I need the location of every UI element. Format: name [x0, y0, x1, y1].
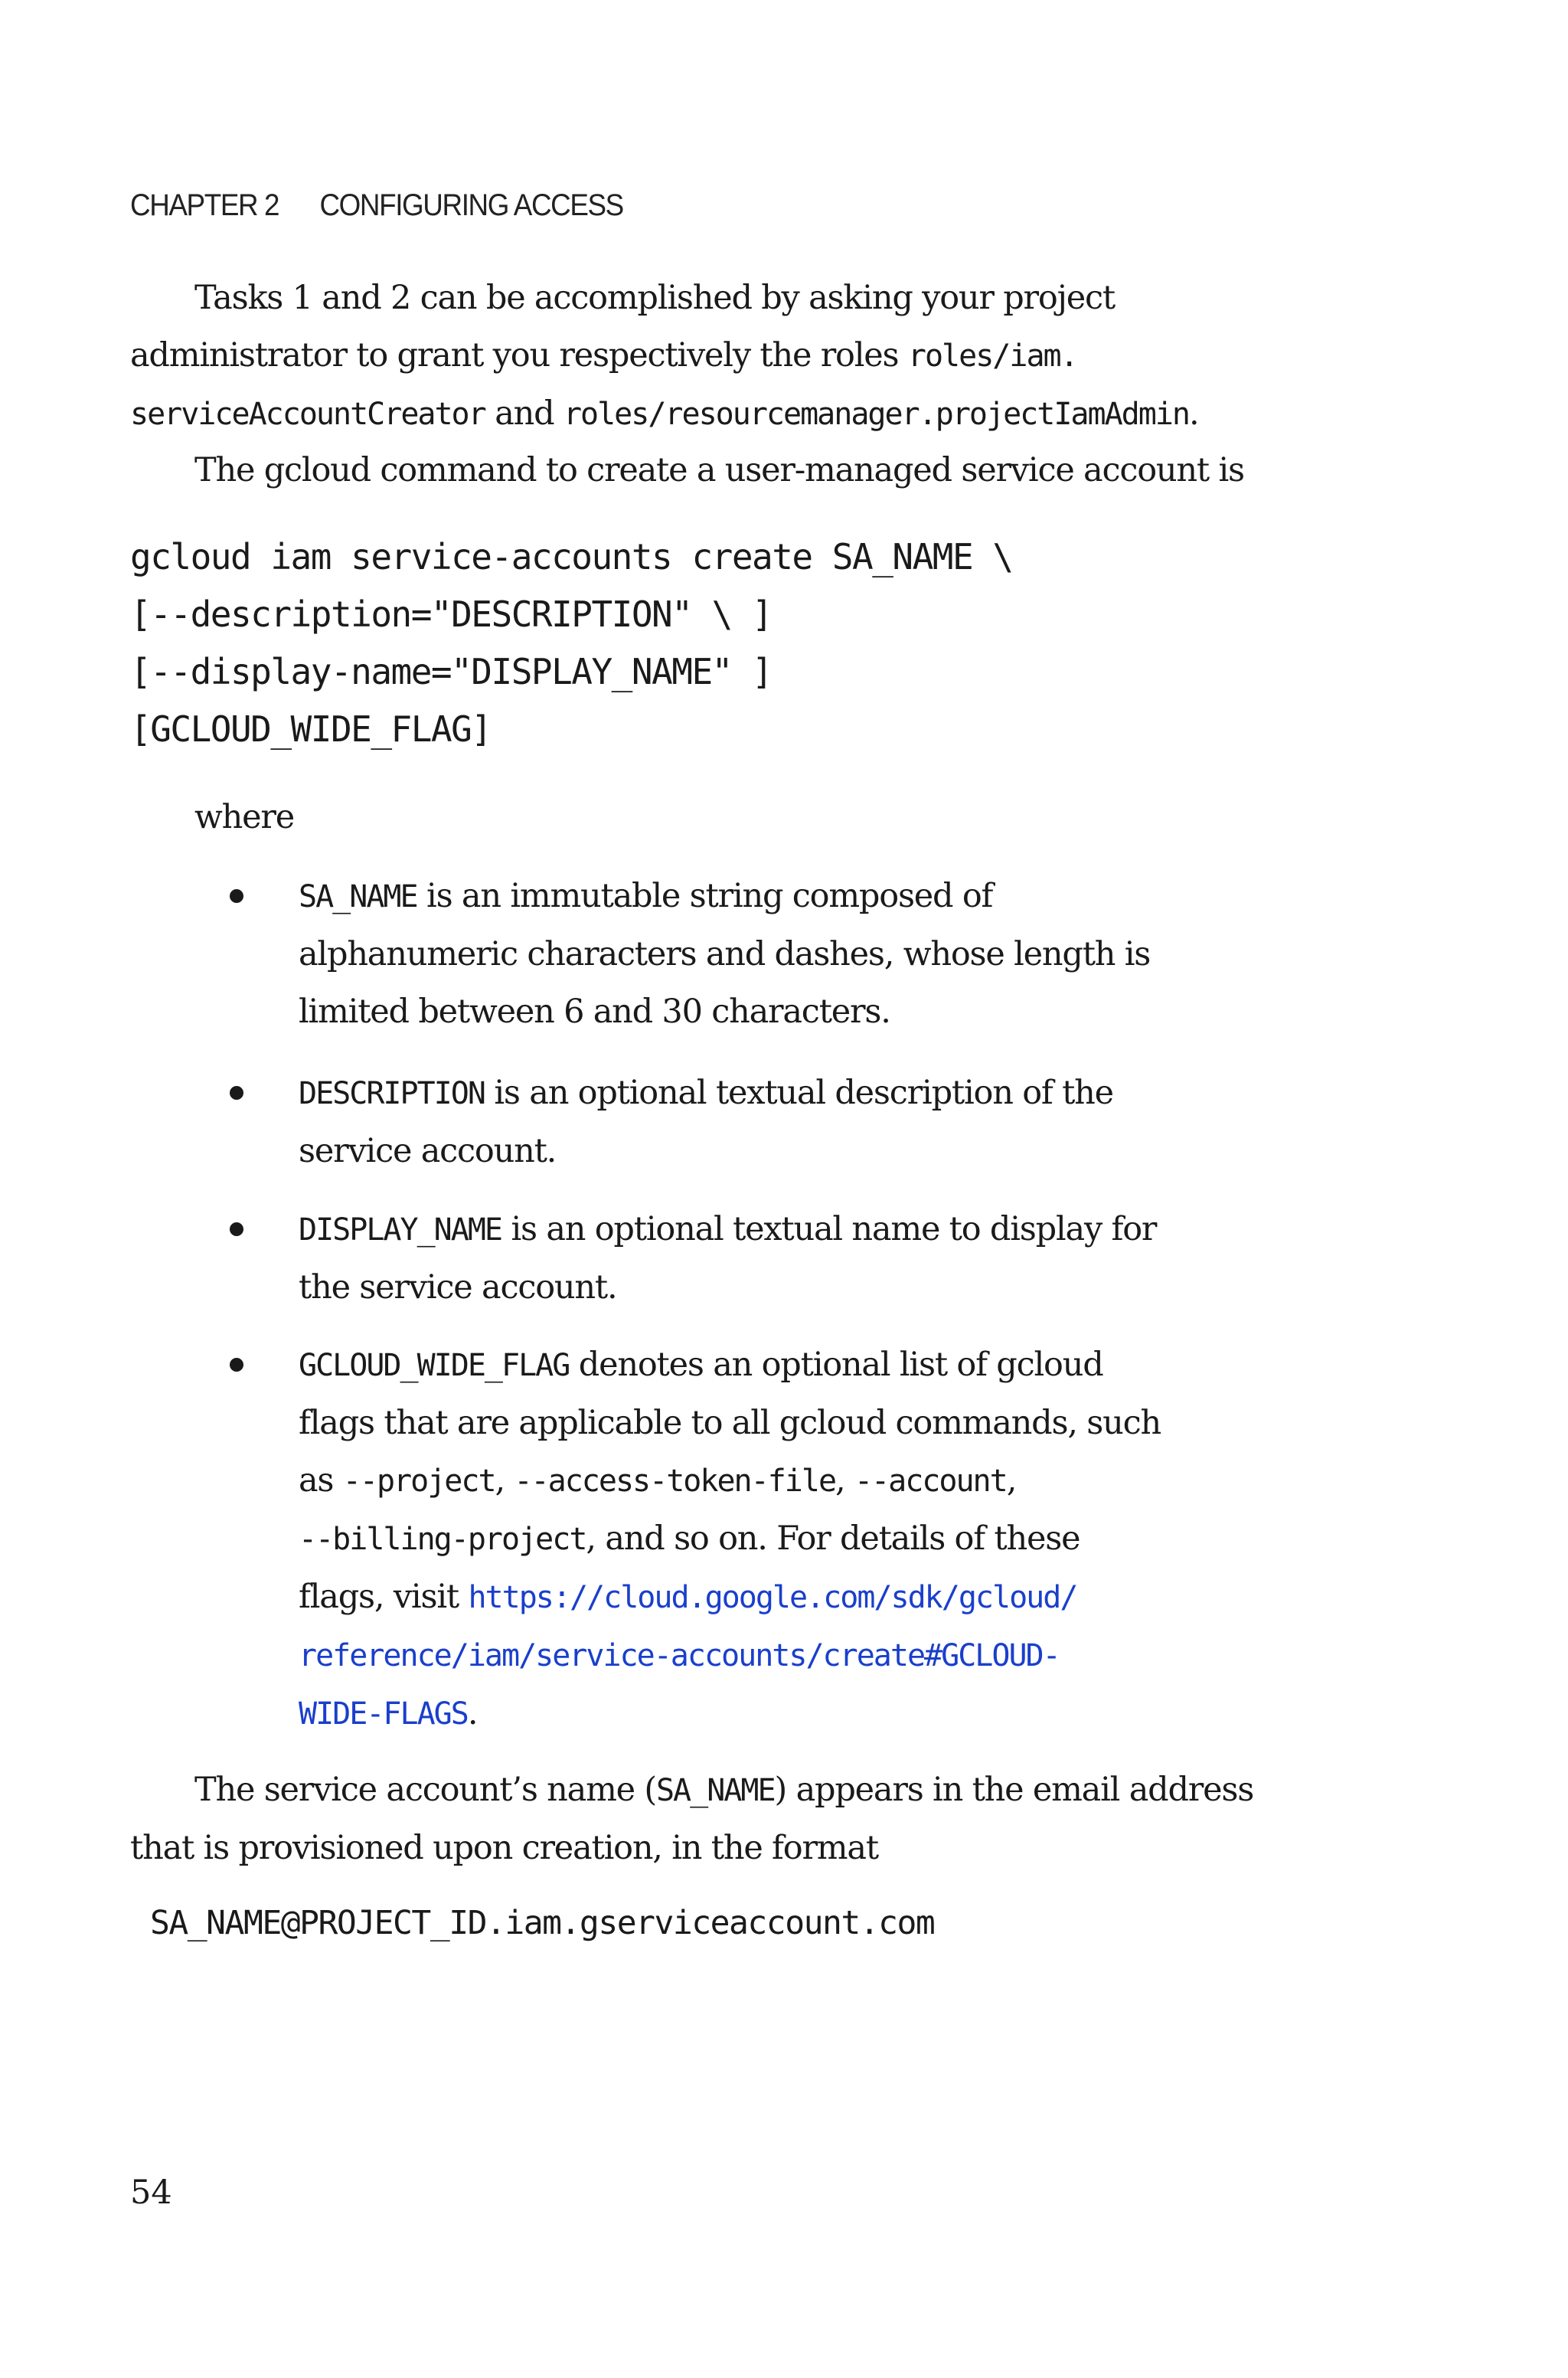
- paragraph-line: Tasks 1 and 2 can be accomplished by asking your project: [194, 279, 1115, 317]
- gcloud-flags-link[interactable]: https://cloud.google.com/sdk/gcloud/: [468, 1580, 1077, 1615]
- inline-code: GCLOUD_WIDE_FLAG: [299, 1348, 570, 1383]
- inline-code: --account: [854, 1464, 1007, 1499]
- paragraph-line: serviceAccountCreator and roles/resourcemanager.projectIamAdmin.: [130, 394, 1199, 433]
- paragraph-tasks: [130, 270, 1447, 443]
- code-line: gcloud iam service-accounts create SA_NAME \: [130, 536, 1013, 577]
- bullet-dot: [230, 889, 243, 903]
- bullet-dot: [230, 1222, 243, 1236]
- gcloud-flags-link-cont[interactable]: reference/iam/service-accounts/create#GCLOUD-: [299, 1638, 1060, 1673]
- inline-code: --billing-project: [299, 1522, 586, 1557]
- code-line: [GCLOUD_WIDE_FLAG]: [130, 708, 492, 750]
- bullet-item-display-name: DISPLAY_NAME is an optional textual name to display for the service account.: [299, 1210, 1157, 1307]
- gcloud-flags-link-end[interactable]: WIDE-FLAGS: [299, 1696, 468, 1732]
- paragraph-line: administrator to grant you respectively the roles roles/iam.: [130, 336, 1077, 375]
- inline-code: --project: [342, 1464, 495, 1499]
- inline-code: serviceAccountCreator: [130, 397, 485, 432]
- bullet-item-sa-name: SA_NAME is an immutable string composed of alphanumeric characters and dashes, whose length is limited between 6 and 30 characters.: [299, 877, 1151, 1031]
- inline-code: SA_NAME: [299, 879, 417, 914]
- inline-code: DESCRIPTION: [299, 1076, 485, 1111]
- running-header: [130, 188, 623, 223]
- bullet-item-gcloud-wide-flag: GCLOUD_WIDE_FLAG denotes an optional list of gcloud flags that are applicable to all gcloud commands, such as --project, --access-token-file, --account, --billing-project, and so on. For details of these flags, visit https://cloud.google.com/sdk/gcloud/ reference/iam/service-accounts/create#GCLOUD- WIDE-FLAGS.: [299, 1346, 1161, 1732]
- paragraph-email-format: The service account’s name (SA_NAME) appears in the email address that is provisioned upon creation, in the format: [130, 1771, 1254, 1867]
- code-line: [--display-name="DISPLAY_NAME" ]: [130, 651, 773, 692]
- inline-code: roles/iam.: [907, 339, 1077, 374]
- inline-code: SA_NAME: [655, 1773, 775, 1808]
- code-block: [130, 528, 1013, 758]
- chapter-label: CHAPTER 2: [130, 188, 279, 222]
- where-label: where: [194, 798, 294, 836]
- code-line: [--description="DESCRIPTION" \ ]: [130, 594, 773, 635]
- bullet-dot: [230, 1086, 243, 1100]
- paragraph-gcloud-intro: The gcloud command to create a user-managed service account is: [194, 451, 1244, 489]
- bullet-item-description: DESCRIPTION is an optional textual description of the service account.: [299, 1074, 1113, 1170]
- bullet-dot: [230, 1358, 243, 1372]
- inline-code: --access-token-file: [514, 1464, 836, 1499]
- chapter-title: CONFIGURING ACCESS: [319, 188, 623, 222]
- page-number: 54: [130, 2174, 172, 2212]
- email-format-code: SA_NAME@PROJECT_ID.iam.gserviceaccount.com: [150, 1904, 935, 1942]
- inline-code: roles/resourcemanager.projectIamAdmin: [563, 397, 1189, 432]
- inline-code: DISPLAY_NAME: [299, 1212, 501, 1248]
